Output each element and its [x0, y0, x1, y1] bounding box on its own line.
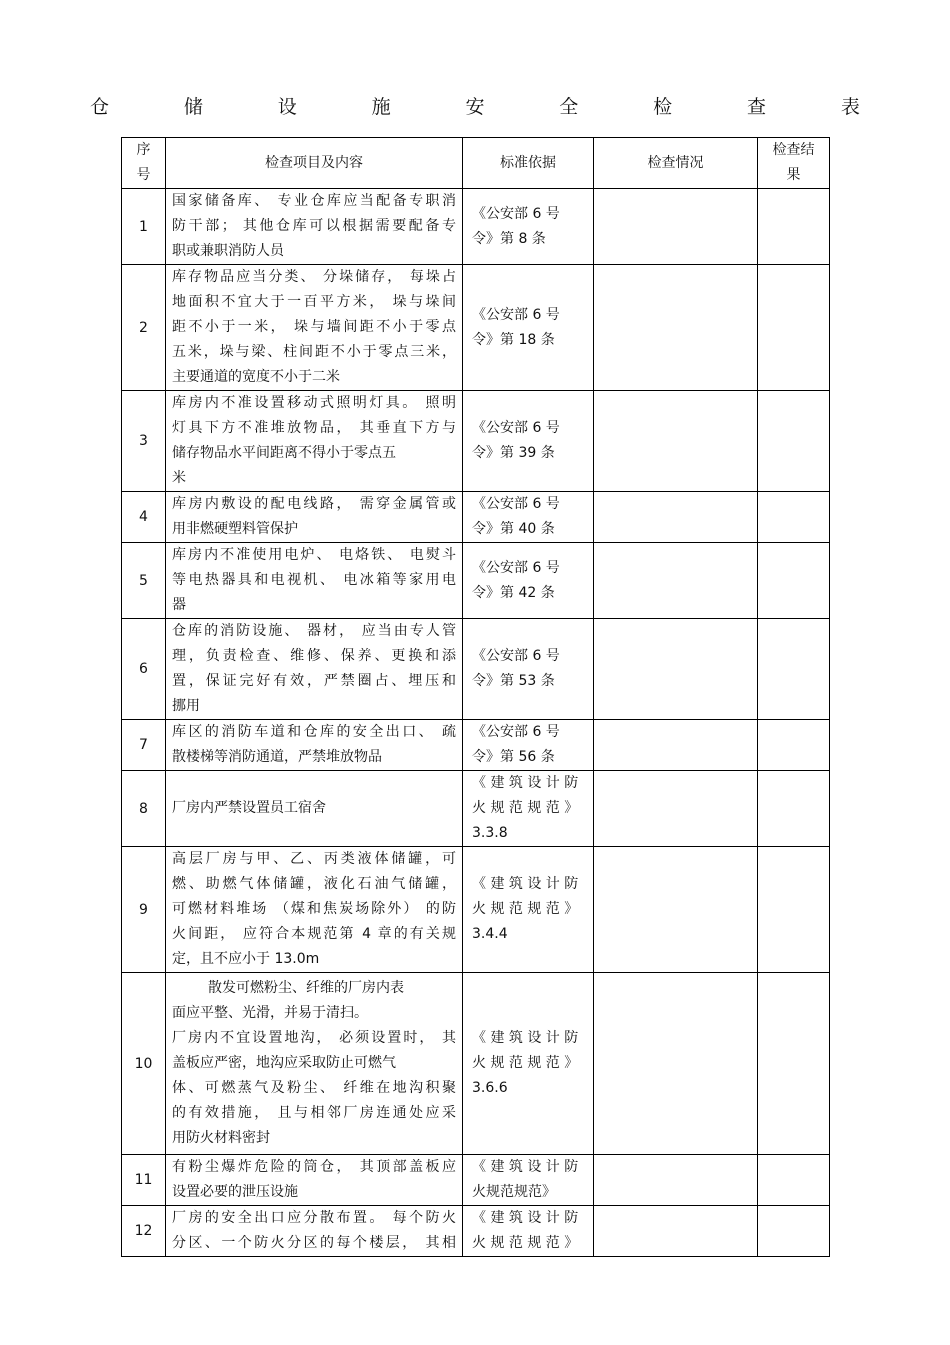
row-standard: [463, 1155, 594, 1206]
row-number: 1: [122, 189, 166, 265]
row-standard: [463, 391, 594, 492]
item-line: 置，保证完好有效，严禁圈占、埋压和: [172, 673, 456, 689]
row-situation[interactable]: [594, 265, 758, 391]
title-char: 查: [747, 95, 767, 118]
item-line: 散发可燃粉尘、纤维的厂房内表: [208, 980, 404, 996]
title-char: 全: [559, 95, 579, 118]
row-item: [166, 1155, 463, 1206]
row-situation[interactable]: [594, 543, 758, 619]
item-line: 等电热器具和电视机、 电冰箱等家用电: [172, 572, 456, 588]
table-row: [122, 619, 830, 720]
row-number: 5: [122, 543, 166, 619]
row-item: [166, 847, 463, 973]
row-item: [166, 391, 463, 492]
item-line: 距不小于一米， 垛与墙间距不小于零点: [172, 319, 456, 335]
row-result[interactable]: [758, 973, 830, 1155]
row-result[interactable]: [758, 391, 830, 492]
item-line: 厂房内严禁设置员工宿舍: [172, 800, 326, 816]
row-standard: [463, 543, 594, 619]
title-char: 储: [183, 95, 203, 118]
item-line: 仓库的消防设施、 器材， 应当由专人管: [172, 623, 456, 639]
item-line: 散楼梯等消防通道，严禁堆放物品: [172, 749, 382, 765]
item-line: 火间距， 应符合本规范第 4 章的有关规: [172, 926, 456, 942]
row-standard: [463, 847, 594, 973]
item-line: 器: [172, 597, 186, 613]
row-item: [166, 771, 463, 847]
row-item: [166, 619, 463, 720]
row-number: 11: [122, 1155, 166, 1206]
std-line: 3.4.4: [472, 926, 508, 942]
title-char: 仓: [90, 95, 110, 118]
std-line: 3.6.6: [472, 1080, 508, 1096]
item-line: 库房内不准使用电炉、 电烙铁、 电熨斗: [172, 547, 456, 563]
item-line: 的有效措施， 且与相邻厂房连通处应采: [172, 1105, 456, 1121]
title-char: 施: [371, 95, 391, 118]
title-char: 设: [277, 95, 297, 118]
row-result[interactable]: [758, 1155, 830, 1206]
std-line: 《公安部 6 号: [472, 205, 560, 222]
row-situation[interactable]: [594, 189, 758, 265]
header-result-line: 检查结: [772, 142, 815, 158]
std-line: 令》第 40 条: [472, 521, 555, 537]
std-line: 令》第 18 条: [472, 331, 555, 348]
std-line: 《公安部 6 号: [472, 648, 560, 664]
row-number: 7: [122, 720, 166, 771]
std-line: 《公安部 6 号: [472, 724, 560, 740]
item-line: 五米，垛与梁、柱间距不小于零点三米，: [172, 344, 456, 360]
row-standard: [463, 189, 594, 265]
table-row: [122, 189, 830, 265]
std-line: 火 规 范 规 范 》: [472, 1235, 579, 1251]
std-line: 火 规 范 规 范 》: [472, 800, 579, 816]
header-situation: 检查情况: [594, 138, 758, 189]
row-item: [166, 189, 463, 265]
std-line: 《 建 筑 设 计 防: [472, 1210, 579, 1226]
table-row: [122, 543, 830, 619]
header-result: [758, 138, 830, 189]
title-char: 表: [840, 95, 860, 118]
header-standard: 标准依据: [463, 138, 594, 189]
row-result[interactable]: [758, 189, 830, 265]
row-item: [166, 265, 463, 391]
std-line: 令》第 39 条: [472, 445, 555, 461]
row-standard: [463, 973, 594, 1155]
row-standard: [463, 720, 594, 771]
row-item: [166, 973, 463, 1155]
std-line: 《公安部 6 号: [472, 306, 560, 323]
item-line: 设置必要的泄压设施: [172, 1184, 298, 1200]
item-line: 体、可燃蒸气及粉尘、 纤维在地沟积聚: [172, 1080, 456, 1096]
row-situation[interactable]: [594, 391, 758, 492]
item-line: 库房内敷设的配电线路， 需穿金属管或: [172, 496, 456, 512]
row-situation[interactable]: [594, 720, 758, 771]
row-result[interactable]: [758, 619, 830, 720]
item-line: 库存物品应当分类、 分垛储存， 每垛占: [172, 269, 456, 285]
item-line: 分区、一个防火分区的每个楼层， 其相: [172, 1235, 456, 1251]
std-line: 《公安部 6 号: [472, 496, 560, 512]
table-row: [122, 973, 830, 1155]
row-result[interactable]: [758, 720, 830, 771]
row-situation[interactable]: [594, 1155, 758, 1206]
item-line: 有粉尘爆炸危险的筒仓， 其顶部盖板应: [172, 1159, 456, 1175]
row-standard: [463, 619, 594, 720]
row-number: 12: [122, 1206, 166, 1257]
row-number: 9: [122, 847, 166, 973]
row-standard: [463, 771, 594, 847]
header-no-line: 序: [136, 142, 151, 158]
title-char: 安: [465, 95, 485, 118]
table-row: [122, 492, 830, 543]
table-row: [122, 847, 830, 973]
item-line: 面应平整、光滑，并易于清扫。: [172, 1005, 368, 1021]
std-line: 《 建 筑 设 计 防: [472, 1030, 579, 1046]
std-line: 火 规 范 规 范 》: [472, 901, 579, 917]
std-line: 《 建 筑 设 计 防: [472, 1159, 579, 1175]
item-line: 防干部； 其他仓库可以根据需要配备专: [172, 218, 456, 234]
table-row: [122, 720, 830, 771]
row-result[interactable]: [758, 492, 830, 543]
title-char: 检: [653, 95, 673, 118]
row-situation[interactable]: [594, 771, 758, 847]
std-line: 火规范规范》: [472, 1184, 556, 1200]
std-line: 令》第 42 条: [472, 584, 555, 601]
item-line: 库房内不准设置移动式照明灯具。 照明: [172, 395, 456, 411]
item-line: 盖板应严密，地沟应采取防止可燃气: [172, 1055, 396, 1071]
header-no-line: 号: [136, 167, 151, 183]
std-line: 3.3.8: [472, 825, 508, 841]
inspection-table: [121, 137, 830, 1257]
item-line: 国家储备库、 专业仓库应当配备专职消: [172, 193, 456, 209]
item-line: 库区的消防车道和仓库的安全出口、 疏: [172, 724, 456, 740]
table-row: [122, 1155, 830, 1206]
table-row: [122, 771, 830, 847]
header-no: [122, 138, 166, 189]
item-line: 米: [172, 470, 186, 486]
row-situation[interactable]: [594, 492, 758, 543]
item-line: 主要通道的宽度不小于二米: [172, 369, 340, 385]
row-result[interactable]: [758, 847, 830, 973]
item-line: 用非燃硬塑料管保护: [172, 521, 298, 537]
std-line: 令》第 56 条: [472, 749, 555, 765]
page-title: [90, 92, 860, 118]
row-item: [166, 492, 463, 543]
row-item: [166, 543, 463, 619]
std-line: 《 建 筑 设 计 防: [472, 775, 579, 791]
row-result[interactable]: [758, 543, 830, 619]
item-line: 厂房内不宜设置地沟， 必须设置时， 其: [172, 1030, 456, 1046]
item-line: 地面积不宜大于一百平方米， 垛与垛间: [172, 294, 456, 310]
header-result-line: 果: [786, 167, 801, 183]
row-number: 10: [122, 973, 166, 1155]
row-standard: [463, 265, 594, 391]
row-situation[interactable]: [594, 847, 758, 973]
row-number: 2: [122, 265, 166, 391]
row-number: 6: [122, 619, 166, 720]
row-number: 8: [122, 771, 166, 847]
row-situation[interactable]: [594, 973, 758, 1155]
table-row: [122, 1206, 830, 1257]
row-result[interactable]: [758, 1206, 830, 1257]
std-line: 火 规 范 规 范 》: [472, 1055, 579, 1071]
row-situation[interactable]: [594, 1206, 758, 1257]
std-line: 令》第 8 条: [472, 230, 546, 247]
item-line: 厂房的安全出口应分散布置。 每个防火: [172, 1210, 456, 1226]
item-line: 定，且不应小于 13.0m: [172, 951, 320, 967]
row-item: [166, 1206, 463, 1257]
std-line: 《 建 筑 设 计 防: [472, 876, 579, 892]
row-result[interactable]: [758, 771, 830, 847]
row-item: [166, 720, 463, 771]
row-number: 3: [122, 391, 166, 492]
row-standard: [463, 492, 594, 543]
std-line: 令》第 53 条: [472, 673, 555, 689]
item-line: 高层厂房与甲、乙、丙类液体储罐，可: [172, 851, 456, 867]
item-line: 灯具下方不准堆放物品， 其垂直下方与: [172, 420, 456, 436]
row-result[interactable]: [758, 265, 830, 391]
table-header-row: [122, 138, 830, 189]
row-standard: [463, 1206, 594, 1257]
item-line: 职或兼职消防人员: [172, 243, 284, 259]
table-row: [122, 391, 830, 492]
item-line: 可燃材料堆场 （煤和焦炭场除外） 的防: [172, 901, 456, 917]
item-line: 理，负责检查、维修、保养、更换和添: [172, 648, 456, 664]
table-row: [122, 265, 830, 391]
row-situation[interactable]: [594, 619, 758, 720]
item-line: 燃、助燃气体储罐，液化石油气储罐，: [172, 876, 456, 892]
item-line: 储存物品水平间距离不得小于零点五: [172, 445, 396, 461]
header-item: 检查项目及内容: [166, 138, 463, 189]
row-number: 4: [122, 492, 166, 543]
std-line: 《公安部 6 号: [472, 420, 560, 436]
item-line: 挪用: [172, 698, 200, 714]
std-line: 《公安部 6 号: [472, 559, 560, 576]
item-line: 用防火材料密封: [172, 1130, 270, 1146]
